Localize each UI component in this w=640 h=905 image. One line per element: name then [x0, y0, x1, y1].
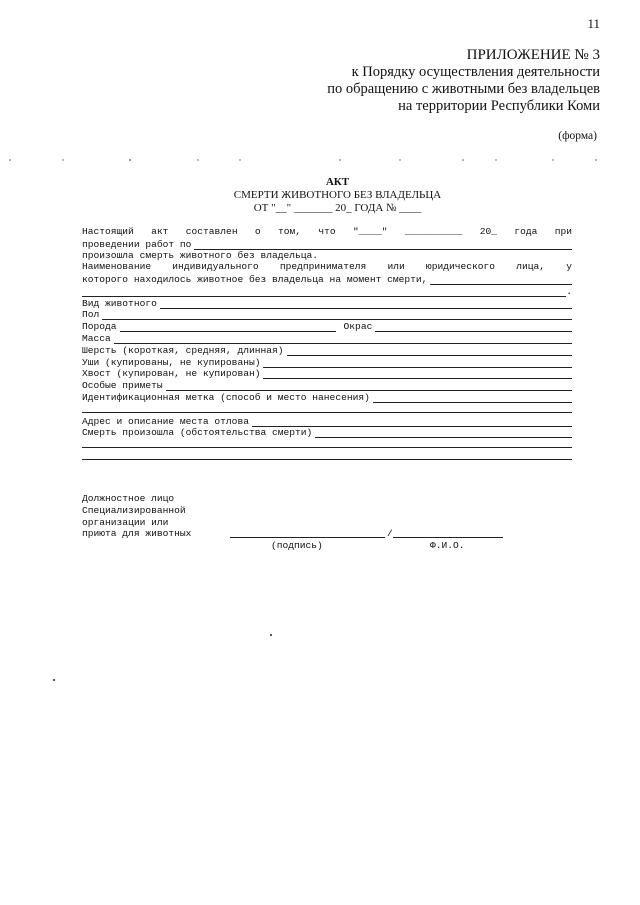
act-subtitle: СМЕРТИ ЖИВОТНОГО БЕЗ ВЛАДЕЛЬЦА — [233, 189, 442, 201]
intro-line-2: проведении работ по — [82, 238, 192, 250]
act-heading — [0, 176, 640, 215]
official-line: приюта для животных — [82, 528, 192, 540]
official-line: Специализированной — [82, 504, 186, 516]
signature-separator: / — [387, 528, 393, 539]
appendix-line: по обращению с животными без владельцев — [327, 81, 600, 97]
species-field[interactable] — [160, 300, 572, 309]
entrepreneur-field-cont[interactable] — [82, 288, 566, 297]
full-name-field[interactable] — [393, 537, 503, 538]
id-tag-field[interactable] — [373, 394, 572, 403]
form-label: (форма) — [558, 130, 597, 142]
tail-field[interactable] — [263, 370, 572, 379]
sex-field[interactable] — [102, 311, 572, 320]
capture-place-field[interactable] — [252, 418, 572, 427]
ears-label: Уши (купированы, не купированы) — [82, 356, 261, 368]
appendix-line: на территории Республики Коми — [398, 98, 600, 114]
signature-field[interactable] — [230, 537, 385, 538]
id-tag-label: Идентификационная метка (способ и место нанесения) — [82, 391, 370, 403]
tail-label: Хвост (купирован, не купирован) — [82, 368, 261, 380]
sex-label: Пол — [82, 309, 100, 321]
intro-line-3: произошла смерть животного без владельца. — [82, 250, 319, 262]
marks-label: Особые приметы — [82, 380, 163, 392]
act-title: АКТ — [325, 176, 350, 188]
scan-speck — [53, 679, 55, 681]
appendix-header — [327, 47, 600, 115]
death-circumstances-field-cont[interactable] — [82, 438, 572, 450]
appendix-title: ПРИЛОЖЕНИЕ № 3 — [466, 47, 600, 63]
dotted-divider — [8, 157, 633, 163]
entrepreneur-field[interactable] — [430, 276, 572, 285]
page-number: 11 — [587, 16, 600, 31]
official-line: Должностное лицо — [82, 493, 175, 504]
death-circumstances-label: Смерть произошла (обстоятельства смерти) — [82, 427, 313, 439]
breed-field[interactable] — [120, 323, 336, 332]
capture-place-label: Адрес и описание места отлова — [82, 415, 249, 427]
scan-speck — [270, 634, 272, 636]
fur-field[interactable] — [287, 347, 572, 356]
entrepreneur-line-2: которого находилось животное без владельца на момент смерти, — [82, 273, 428, 285]
work-field[interactable] — [194, 241, 572, 250]
death-circumstances-field-cont[interactable] — [82, 450, 572, 462]
ears-field[interactable] — [263, 359, 572, 368]
official-line: организации или — [82, 516, 169, 528]
color-field[interactable] — [375, 323, 572, 332]
full-name-caption: Ф.И.О. — [430, 540, 465, 551]
weight-label: Масса — [82, 332, 111, 344]
intro-line-1: Настоящий акт составлен о том, что "____" __________ 20_ года при — [82, 226, 572, 237]
signature-block — [82, 493, 572, 540]
entrepreneur-line-1: Наименование индивидуального предпринимателя или юридического лица, у — [82, 261, 572, 273]
death-circumstances-field[interactable] — [315, 429, 572, 438]
fur-label: Шерсть (короткая, средняя, длинная) — [82, 344, 284, 356]
weight-field[interactable] — [114, 335, 572, 344]
species-label: Вид животного — [82, 297, 157, 309]
trailing-dot: . — [566, 285, 572, 297]
id-tag-field-cont[interactable] — [82, 403, 572, 415]
marks-field[interactable] — [166, 382, 572, 391]
signature-caption: (подпись) — [271, 540, 323, 551]
appendix-line: к Порядку осуществления деятельности — [351, 64, 600, 80]
color-label: Окрас — [343, 321, 373, 333]
breed-label: Порода — [82, 321, 117, 333]
act-body — [82, 226, 572, 462]
act-date-line: ОТ "__" _______ 20_ ГОДА № ____ — [253, 202, 422, 214]
